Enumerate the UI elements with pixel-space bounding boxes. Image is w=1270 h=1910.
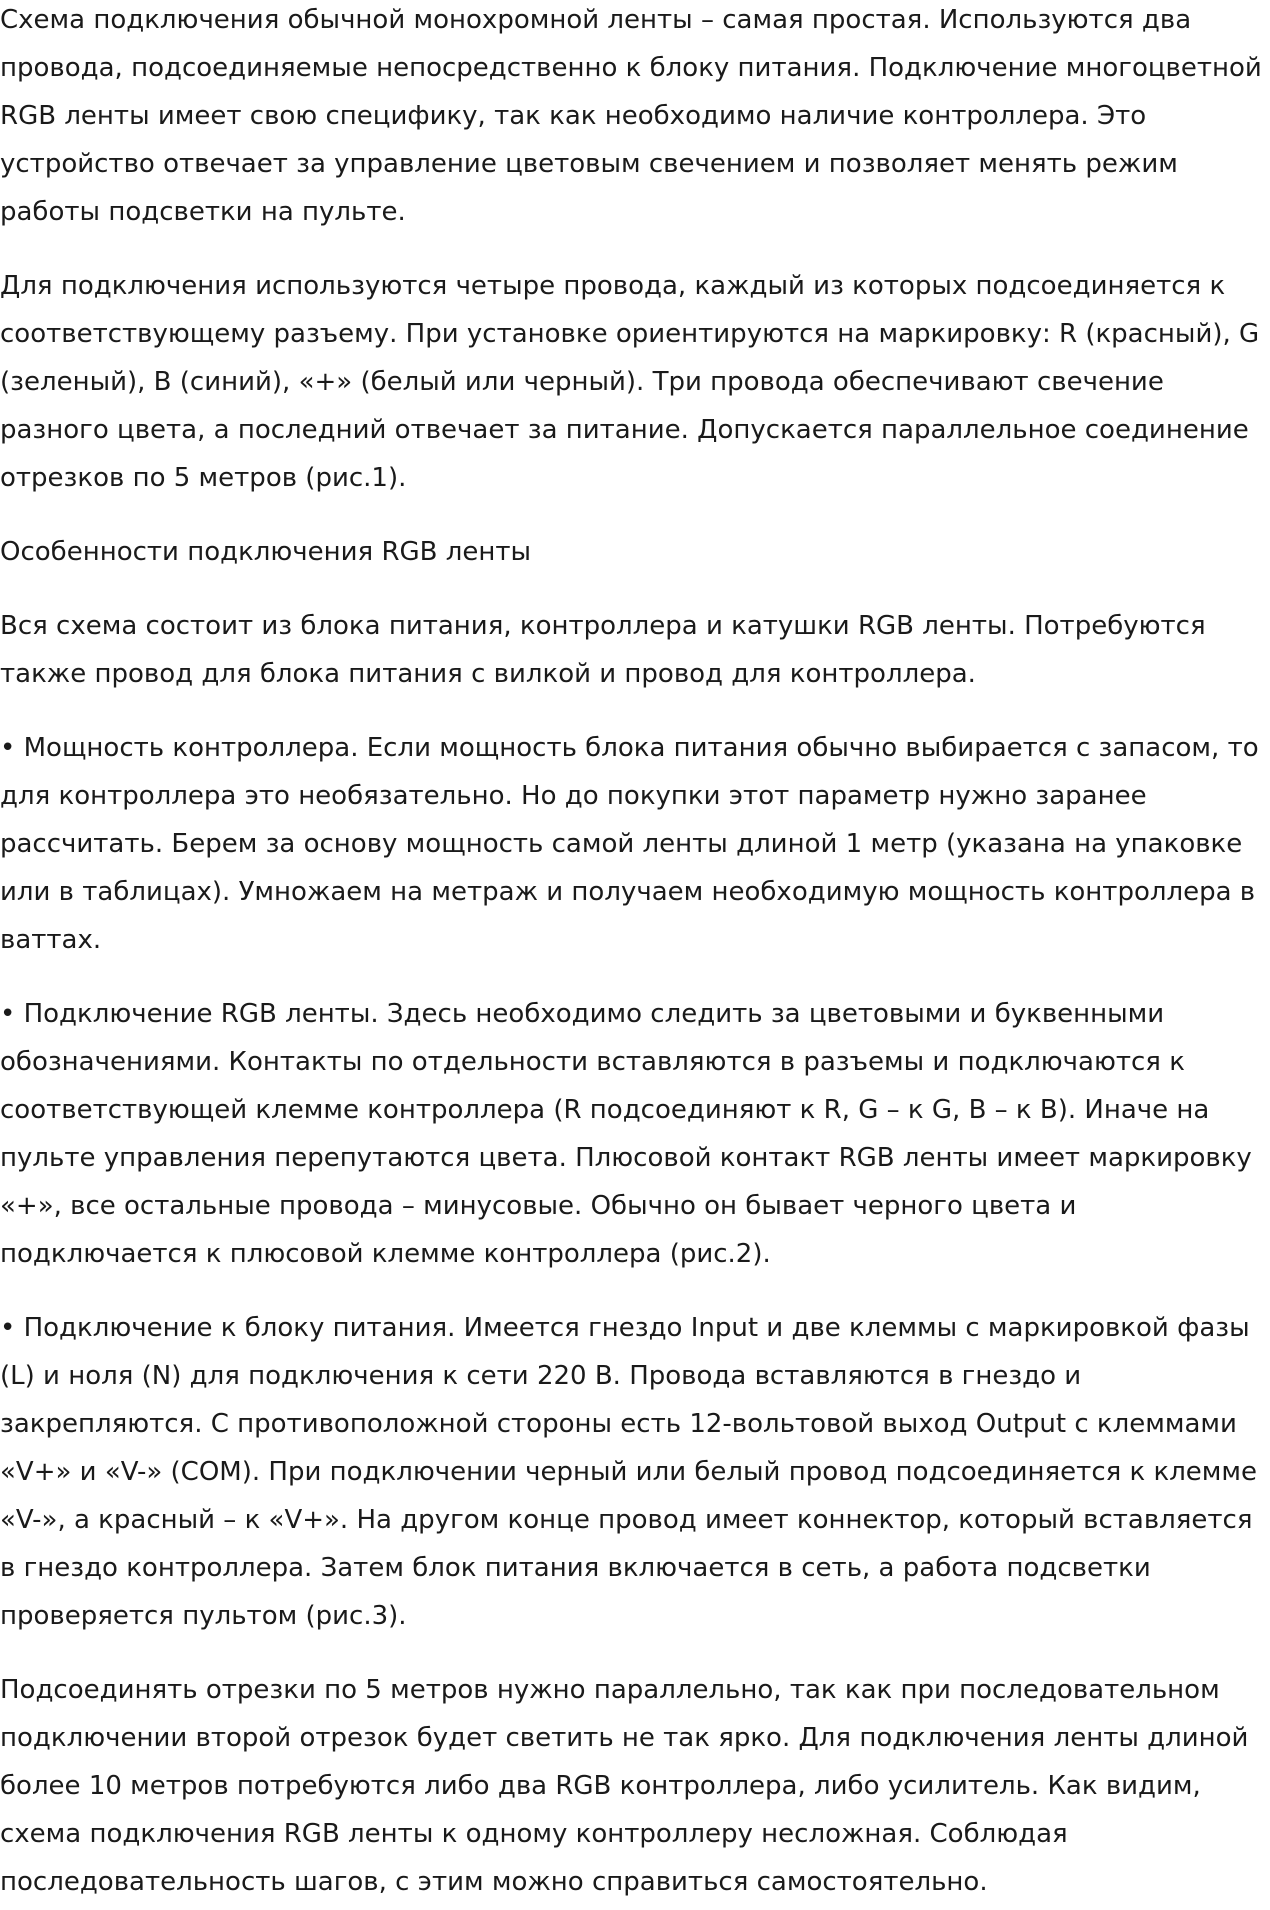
section-heading: Особенности подключения RGB ленты bbox=[0, 537, 532, 567]
paragraph-wiring: Для подключения используются четыре провода, каждый из которых подсоединяется к соответствующему разъему. При установке ориентируются на маркировку: R (красный), G (зеленый), B (синий), «+» (белый или черный). Три провода обеспечивают свечение разного цвета, а последний отвечает за питание. Допускается параллельное соединение отрезков по 5 метров (рис.1). bbox=[0, 271, 1260, 493]
bullet-rgb-connection: • Подключение RGB ленты. Здесь необходимо следить за цветовыми и буквенными обозначениями. Контакты по отдельности вставляются в разъемы и подключаются к соответствующей клемме контроллера (R подсоединяют к R, G – к G, B – к B). Иначе на пульте управления перепутаются цвета. Плюсовой контакт RGB ленты имеет маркировку «+», все остальные провода – минусовые. Обычно он бывает черного цвета и подключается к плюсовой клемме контроллера (рис.2). bbox=[0, 999, 1252, 1269]
paragraph-intro: Схема подключения обычной монохромной ленты – самая простая. Используются два провода, подсоединяемые непосредственно к блоку питания. Подключение многоцветной RGB ленты имеет свою специфику, так как необходимо наличие контроллера. Это устройство отвечает за управление цветовым свечением и позволяет менять режим работы подсветки на пульте. bbox=[0, 5, 1262, 227]
paragraph-components: Вся схема состоит из блока питания, контроллера и катушки RGB ленты. Потребуются также провод для блока питания с вилкой и провод для контроллера. bbox=[0, 611, 1206, 689]
bullet-controller-power: • Мощность контроллера. Если мощность блока питания обычно выбирается с запасом, то для контроллера это необязательно. Но до покупки этот параметр нужно заранее рассчитать. Берем за основу мощность самой ленты длиной 1 метр (указана на упаковке или в таблицах). Умножаем на метраж и получаем необходимую мощность контроллера в ваттах. bbox=[0, 733, 1259, 955]
paragraph-conclusion: Подсоединять отрезки по 5 метров нужно параллельно, так как при последовательном подключении второй отрезок будет светить не так ярко. Для подключения ленты длиной более 10 метров потребуются либо два RGB контроллера, либо усилитель. Как видим, схема подключения RGB ленты к одному контроллеру несложная. Соблюдая последовательность шагов, с этим можно справиться самостоятельно. bbox=[0, 1675, 1249, 1897]
bullet-power-supply: • Подключение к блоку питания. Имеется гнездо Input и две клеммы с маркировкой фазы (L) и ноля (N) для подключения к сети 220 В. Провода вставляются в гнездо и закрепляются. С противоположной стороны есть 12-вольтовой выход Output с клеммами «V+» и «V-» (COM). При подключении черный или белый провод подсоединяется к клемме «V-», а красный – к «V+». На другом конце провод имеет коннектор, который вставляется в гнездо контроллера. Затем блок питания включается в сеть, а работа подсветки проверяется пультом (рис.3). bbox=[0, 1313, 1258, 1631]
